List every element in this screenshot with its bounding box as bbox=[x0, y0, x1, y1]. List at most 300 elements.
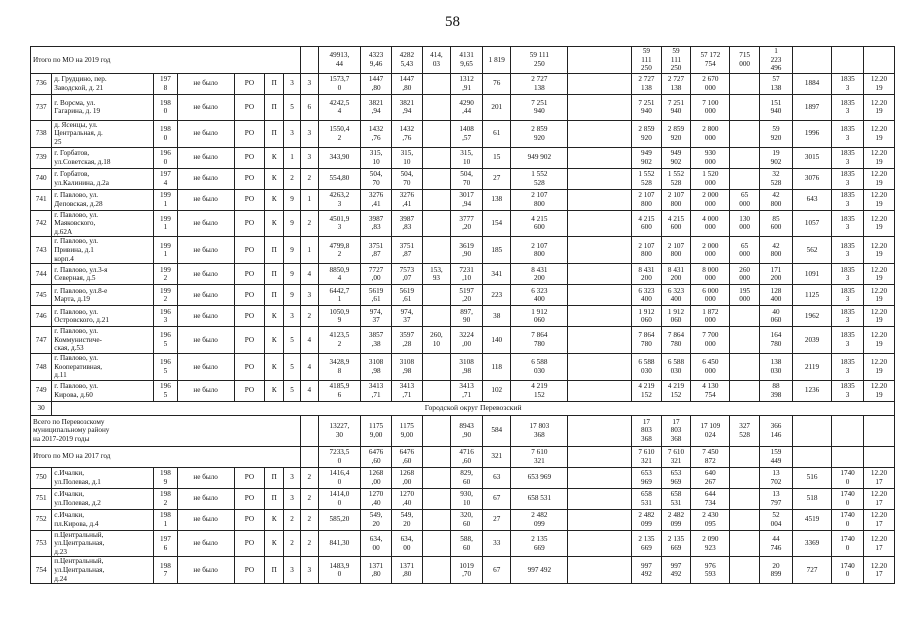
last-repair-cell: не было bbox=[177, 189, 234, 210]
management-cell: РО bbox=[234, 264, 265, 285]
value-cell: 930 000 bbox=[691, 147, 730, 168]
entrances-cell: 6 bbox=[300, 94, 318, 120]
year-cell: 198 1 bbox=[154, 509, 178, 530]
value-cell: 1835 3 bbox=[832, 73, 864, 94]
row-number: 739 bbox=[31, 147, 52, 168]
address-cell: с.Ичалки, пл.Кирова, д.4 bbox=[52, 509, 154, 530]
last-repair-cell: не было bbox=[177, 380, 234, 401]
value-cell bbox=[568, 530, 632, 557]
entrances-cell: 4 bbox=[300, 327, 318, 354]
value-cell: 7 610 321 bbox=[511, 446, 568, 467]
value-cell: 260, 10 bbox=[422, 327, 450, 354]
value-cell: 57 172 754 bbox=[691, 47, 730, 74]
value-cell: 1884 bbox=[793, 73, 832, 94]
last-repair-cell: не было bbox=[177, 285, 234, 306]
value-cell: 562 bbox=[793, 237, 832, 264]
management-cell: РО bbox=[234, 189, 265, 210]
value-cell bbox=[568, 168, 632, 189]
value-cell: 1371 ,80 bbox=[391, 557, 422, 584]
wall-material-cell: К bbox=[265, 509, 284, 530]
value-cell: 1371 ,80 bbox=[361, 557, 392, 584]
value-cell: 2 107 800 bbox=[661, 237, 691, 264]
value-cell: 2 107 800 bbox=[511, 189, 568, 210]
value-cell: 3777 ,20 bbox=[451, 210, 483, 237]
wall-material-cell: К bbox=[265, 189, 284, 210]
management-cell: РО bbox=[234, 353, 265, 380]
value-cell: 12.20 17 bbox=[864, 509, 895, 530]
table-row bbox=[31, 530, 895, 557]
floors-cell: 9 bbox=[284, 189, 301, 210]
value-cell: 7 251 940 bbox=[632, 94, 662, 120]
value-cell bbox=[568, 446, 632, 467]
value-cell: 1175 9,00 bbox=[391, 415, 422, 446]
total-label: Всего по Перевозскому муниципальному району на 2017-2019 годы bbox=[31, 415, 301, 446]
value-cell: 76 bbox=[483, 73, 511, 94]
value-cell: 1483,9 0 bbox=[318, 557, 361, 584]
last-repair-cell: не было bbox=[177, 168, 234, 189]
value-cell bbox=[730, 488, 760, 509]
value-cell: 12.20 19 bbox=[864, 237, 895, 264]
value-cell: 584 bbox=[483, 415, 511, 446]
value-cell: 12.20 19 bbox=[864, 285, 895, 306]
value-cell: 504, 70 bbox=[451, 168, 483, 189]
value-cell bbox=[568, 189, 632, 210]
value-cell bbox=[300, 47, 318, 74]
value-cell: 260 000 bbox=[730, 264, 760, 285]
value-cell: 321 bbox=[483, 446, 511, 467]
entrances-cell: 2 bbox=[300, 210, 318, 237]
value-cell: 516 bbox=[793, 467, 832, 488]
section-number: 30 bbox=[31, 401, 52, 415]
table-row bbox=[31, 94, 895, 120]
table-row bbox=[31, 147, 895, 168]
floors-cell: 2 bbox=[284, 168, 301, 189]
value-cell bbox=[422, 467, 450, 488]
value-cell: 949 902 bbox=[661, 147, 691, 168]
table-row bbox=[31, 73, 895, 94]
address-cell: с.Ичалки, ул.Полевая, д.1 bbox=[52, 467, 154, 488]
value-cell: 12.20 19 bbox=[864, 189, 895, 210]
total-label: Итого по МО на 2017 год bbox=[31, 446, 301, 467]
last-repair-cell: не было bbox=[177, 530, 234, 557]
value-cell: 549, 20 bbox=[391, 509, 422, 530]
year-cell: 196 3 bbox=[154, 306, 178, 327]
value-cell bbox=[568, 120, 632, 147]
value-cell: 59 111 250 bbox=[632, 47, 662, 74]
value-cell: 1835 3 bbox=[832, 147, 864, 168]
value-cell: 1 912 060 bbox=[632, 306, 662, 327]
value-cell: 588, 60 bbox=[451, 530, 483, 557]
last-repair-cell: не было bbox=[177, 264, 234, 285]
value-cell: 841,30 bbox=[318, 530, 361, 557]
value-cell: 6 588 030 bbox=[511, 353, 568, 380]
value-cell: 12.20 19 bbox=[864, 353, 895, 380]
value-cell bbox=[422, 446, 450, 467]
value-cell: 19 902 bbox=[759, 147, 792, 168]
last-repair-cell: не было bbox=[177, 120, 234, 147]
value-cell: 644 734 bbox=[691, 488, 730, 509]
value-cell: 658 531 bbox=[632, 488, 662, 509]
value-cell: 130 000 bbox=[730, 210, 760, 237]
floors-cell: 1 bbox=[284, 147, 301, 168]
value-cell: 1 520 000 bbox=[691, 168, 730, 189]
value-cell: 658 531 bbox=[661, 488, 691, 509]
value-cell: 2 482 099 bbox=[661, 509, 691, 530]
value-cell bbox=[568, 73, 632, 94]
entrances-cell: 3 bbox=[300, 73, 318, 94]
table-row bbox=[31, 488, 895, 509]
value-cell: 1 552 528 bbox=[632, 168, 662, 189]
value-cell: 6 588 030 bbox=[661, 353, 691, 380]
row-number: 747 bbox=[31, 327, 52, 354]
value-cell: 4 130 754 bbox=[691, 380, 730, 401]
value-cell bbox=[864, 47, 895, 74]
row-number: 738 bbox=[31, 120, 52, 147]
wall-material-cell: К bbox=[265, 353, 284, 380]
wall-material-cell: К bbox=[265, 147, 284, 168]
value-cell: 4290 ,44 bbox=[451, 94, 483, 120]
row-number: 745 bbox=[31, 285, 52, 306]
value-cell: 997 492 bbox=[661, 557, 691, 584]
entrances-cell: 3 bbox=[300, 285, 318, 306]
value-cell: 1236 bbox=[793, 380, 832, 401]
value-cell: 171 200 bbox=[759, 264, 792, 285]
value-cell: 7 610 321 bbox=[632, 446, 662, 467]
value-cell: 1 552 528 bbox=[661, 168, 691, 189]
value-cell: 12.20 19 bbox=[864, 380, 895, 401]
value-cell: 3015 bbox=[793, 147, 832, 168]
value-cell bbox=[793, 47, 832, 74]
value-cell: 4 000 000 bbox=[691, 210, 730, 237]
entrances-cell: 2 bbox=[300, 488, 318, 509]
value-cell: 2 727 138 bbox=[511, 73, 568, 94]
value-cell: 1740 0 bbox=[832, 557, 864, 584]
value-cell: 8 431 200 bbox=[661, 264, 691, 285]
value-cell: 118 bbox=[483, 353, 511, 380]
value-cell bbox=[422, 306, 450, 327]
year-cell: 198 0 bbox=[154, 120, 178, 147]
row-number: 744 bbox=[31, 264, 52, 285]
value-cell: 7573 ,07 bbox=[391, 264, 422, 285]
value-cell bbox=[422, 120, 450, 147]
value-cell: 1057 bbox=[793, 210, 832, 237]
wall-material-cell: П bbox=[265, 467, 284, 488]
value-cell: 59 111 250 bbox=[661, 47, 691, 74]
value-cell: 4123,5 2 bbox=[318, 327, 361, 354]
value-cell: 1447 ,80 bbox=[361, 73, 392, 94]
value-cell bbox=[832, 415, 864, 446]
value-cell: 164 780 bbox=[759, 327, 792, 354]
floors-cell: 3 bbox=[284, 488, 301, 509]
value-cell: 3619 ,90 bbox=[451, 237, 483, 264]
table-row bbox=[31, 380, 895, 401]
value-cell bbox=[730, 94, 760, 120]
value-cell bbox=[568, 147, 632, 168]
value-cell: 1 819 bbox=[483, 47, 511, 74]
entrances-cell: 3 bbox=[300, 147, 318, 168]
value-cell bbox=[300, 415, 318, 446]
value-cell: 2 107 800 bbox=[661, 189, 691, 210]
floors-cell: 9 bbox=[284, 264, 301, 285]
value-cell: 2 090 923 bbox=[691, 530, 730, 557]
value-cell: 27 bbox=[483, 168, 511, 189]
value-cell: 128 400 bbox=[759, 285, 792, 306]
year-cell: 199 1 bbox=[154, 237, 178, 264]
value-cell: 1740 0 bbox=[832, 509, 864, 530]
value-cell: 1835 3 bbox=[832, 264, 864, 285]
value-cell: 12.20 19 bbox=[864, 327, 895, 354]
address-cell: г. Ворсма, ул. Гагарина, д. 19 bbox=[52, 94, 154, 120]
value-cell: 7 864 780 bbox=[511, 327, 568, 354]
value-cell bbox=[568, 47, 632, 74]
value-cell: 7 864 780 bbox=[632, 327, 662, 354]
last-repair-cell: не было bbox=[177, 327, 234, 354]
last-repair-cell: не было bbox=[177, 237, 234, 264]
address-cell: г. Горбатов, ул.Калинина, д.2а bbox=[52, 168, 154, 189]
value-cell bbox=[568, 306, 632, 327]
management-cell: РО bbox=[234, 94, 265, 120]
value-cell: 4 215 600 bbox=[661, 210, 691, 237]
value-cell bbox=[730, 120, 760, 147]
row-number: 737 bbox=[31, 94, 52, 120]
value-cell: 12.20 17 bbox=[864, 530, 895, 557]
value-cell: 20 899 bbox=[759, 557, 792, 584]
value-cell: 67 bbox=[483, 557, 511, 584]
value-cell bbox=[300, 446, 318, 467]
value-cell bbox=[864, 415, 895, 446]
entrances-cell: 2 bbox=[300, 509, 318, 530]
value-cell: 195 000 bbox=[730, 285, 760, 306]
value-cell bbox=[568, 210, 632, 237]
value-cell: 414, 03 bbox=[422, 47, 450, 74]
value-cell: 6476 ,60 bbox=[391, 446, 422, 467]
value-cell: 2 859 920 bbox=[661, 120, 691, 147]
value-cell bbox=[793, 415, 832, 446]
value-cell bbox=[568, 467, 632, 488]
table-row bbox=[31, 120, 895, 147]
value-cell bbox=[422, 189, 450, 210]
value-cell: 2 000 000 bbox=[691, 189, 730, 210]
floors-cell: 5 bbox=[284, 327, 301, 354]
table-row bbox=[31, 509, 895, 530]
management-cell: РО bbox=[234, 237, 265, 264]
entrances-cell: 4 bbox=[300, 353, 318, 380]
value-cell: 3751 ,87 bbox=[361, 237, 392, 264]
floors-cell: 3 bbox=[284, 73, 301, 94]
table-row bbox=[31, 327, 895, 354]
value-cell: 3108 ,98 bbox=[451, 353, 483, 380]
value-cell: 2 727 138 bbox=[661, 73, 691, 94]
value-cell bbox=[568, 285, 632, 306]
value-cell: 1835 3 bbox=[832, 94, 864, 120]
value-cell: 3369 bbox=[793, 530, 832, 557]
value-cell: 549, 20 bbox=[361, 509, 392, 530]
value-cell: 42 800 bbox=[759, 237, 792, 264]
value-cell bbox=[422, 285, 450, 306]
value-cell bbox=[568, 327, 632, 354]
value-cell: 2 727 138 bbox=[632, 73, 662, 94]
last-repair-cell: не было bbox=[177, 467, 234, 488]
value-cell bbox=[730, 509, 760, 530]
value-cell: 140 bbox=[483, 327, 511, 354]
wall-material-cell: К bbox=[265, 210, 284, 237]
row-number: 740 bbox=[31, 168, 52, 189]
floors-cell: 5 bbox=[284, 353, 301, 380]
table-row bbox=[31, 237, 895, 264]
value-cell: 658 531 bbox=[511, 488, 568, 509]
table-body bbox=[31, 47, 895, 584]
value-cell: 715 000 bbox=[730, 47, 760, 74]
value-cell: 6 323 400 bbox=[632, 285, 662, 306]
value-cell bbox=[568, 264, 632, 285]
value-cell: 518 bbox=[793, 488, 832, 509]
value-cell bbox=[422, 530, 450, 557]
value-cell: 85 600 bbox=[759, 210, 792, 237]
section-row bbox=[31, 401, 895, 415]
total-row bbox=[31, 47, 895, 74]
value-cell bbox=[568, 237, 632, 264]
value-cell: 8943 ,90 bbox=[451, 415, 483, 446]
row-number: 748 bbox=[31, 353, 52, 380]
value-cell: 585,20 bbox=[318, 509, 361, 530]
value-cell: 6 323 400 bbox=[661, 285, 691, 306]
year-cell: 198 9 bbox=[154, 467, 178, 488]
management-cell: РО bbox=[234, 120, 265, 147]
value-cell: 27 bbox=[483, 509, 511, 530]
value-cell: 17 803 368 bbox=[511, 415, 568, 446]
value-cell: 3821 ,94 bbox=[361, 94, 392, 120]
value-cell: 4 215 600 bbox=[511, 210, 568, 237]
value-cell: 59 111 250 bbox=[511, 47, 568, 74]
value-cell: 2 107 800 bbox=[632, 237, 662, 264]
value-cell: 5619 ,61 bbox=[391, 285, 422, 306]
value-cell bbox=[730, 530, 760, 557]
value-cell: 1125 bbox=[793, 285, 832, 306]
value-cell: 138 bbox=[483, 189, 511, 210]
address-cell: г. Павлово, ул. Кирова, д.60 bbox=[52, 380, 154, 401]
last-repair-cell: не было bbox=[177, 147, 234, 168]
value-cell: 343,90 bbox=[318, 147, 361, 168]
value-cell: 1835 3 bbox=[832, 353, 864, 380]
value-cell: 159 449 bbox=[759, 446, 792, 467]
floors-cell: 2 bbox=[284, 530, 301, 557]
value-cell bbox=[730, 557, 760, 584]
table-row bbox=[31, 264, 895, 285]
year-cell: 198 2 bbox=[154, 488, 178, 509]
address-cell: г. Горбатов, ул.Советская, д.18 bbox=[52, 147, 154, 168]
value-cell bbox=[568, 415, 632, 446]
value-cell: 6 450 000 bbox=[691, 353, 730, 380]
wall-material-cell: К bbox=[265, 380, 284, 401]
value-cell: 1 552 528 bbox=[511, 168, 568, 189]
address-cell: г. Павлово, ул. Маяковского, д.62А bbox=[52, 210, 154, 237]
value-cell: 504, 70 bbox=[361, 168, 392, 189]
value-cell: 949 902 bbox=[511, 147, 568, 168]
value-cell: 1550,4 2 bbox=[318, 120, 361, 147]
floors-cell: 3 bbox=[284, 557, 301, 584]
value-cell: 554,80 bbox=[318, 168, 361, 189]
management-cell: РО bbox=[234, 530, 265, 557]
value-cell: 1268 ,00 bbox=[361, 467, 392, 488]
value-cell: 12.20 17 bbox=[864, 488, 895, 509]
value-cell: 504, 70 bbox=[391, 168, 422, 189]
value-cell: 4282 5,43 bbox=[391, 47, 422, 74]
year-cell: 196 5 bbox=[154, 327, 178, 354]
value-cell: 1573,7 0 bbox=[318, 73, 361, 94]
row-number: 751 bbox=[31, 488, 52, 509]
year-cell: 198 7 bbox=[154, 557, 178, 584]
wall-material-cell: П bbox=[265, 264, 284, 285]
row-number: 741 bbox=[31, 189, 52, 210]
value-cell bbox=[568, 488, 632, 509]
value-cell bbox=[422, 509, 450, 530]
value-cell: 138 030 bbox=[759, 353, 792, 380]
last-repair-cell: не было bbox=[177, 94, 234, 120]
value-cell: 315, 10 bbox=[451, 147, 483, 168]
year-cell: 198 0 bbox=[154, 94, 178, 120]
value-cell: 1 223 496 bbox=[759, 47, 792, 74]
value-cell: 1270 ,40 bbox=[361, 488, 392, 509]
entrances-cell: 3 bbox=[300, 120, 318, 147]
value-cell: 4716 ,60 bbox=[451, 446, 483, 467]
total-row bbox=[31, 415, 895, 446]
value-cell: 3276 ,41 bbox=[391, 189, 422, 210]
value-cell bbox=[730, 467, 760, 488]
value-cell: 12.20 19 bbox=[864, 168, 895, 189]
value-cell: 2 430 095 bbox=[691, 509, 730, 530]
floors-cell: 2 bbox=[284, 509, 301, 530]
value-cell: 2 859 920 bbox=[511, 120, 568, 147]
value-cell: 7 610 321 bbox=[661, 446, 691, 467]
value-cell: 1416,4 0 bbox=[318, 467, 361, 488]
value-cell: 4 219 152 bbox=[661, 380, 691, 401]
value-cell: 201 bbox=[483, 94, 511, 120]
row-number: 746 bbox=[31, 306, 52, 327]
value-cell: 315, 10 bbox=[391, 147, 422, 168]
floors-cell: 9 bbox=[284, 237, 301, 264]
wall-material-cell: К bbox=[265, 530, 284, 557]
value-cell: 327 528 bbox=[730, 415, 760, 446]
value-cell: 7 100 000 bbox=[691, 94, 730, 120]
value-cell bbox=[730, 380, 760, 401]
table-row bbox=[31, 285, 895, 306]
value-cell: 366 146 bbox=[759, 415, 792, 446]
value-cell: 4263,2 3 bbox=[318, 189, 361, 210]
year-cell: 196 5 bbox=[154, 353, 178, 380]
wall-material-cell: П bbox=[265, 285, 284, 306]
value-cell: 3108 ,98 bbox=[391, 353, 422, 380]
housing-repair-table bbox=[30, 46, 895, 584]
value-cell: 3413 ,71 bbox=[451, 380, 483, 401]
address-cell: д. Ясенцы, ул. Центральная, д. 25 bbox=[52, 120, 154, 147]
table-row bbox=[31, 168, 895, 189]
entrances-cell: 2 bbox=[300, 168, 318, 189]
year-cell: 196 5 bbox=[154, 380, 178, 401]
value-cell: 653 969 bbox=[632, 467, 662, 488]
value-cell: 3413 ,71 bbox=[361, 380, 392, 401]
value-cell: 3108 ,98 bbox=[361, 353, 392, 380]
value-cell: 1835 3 bbox=[832, 380, 864, 401]
wall-material-cell: К bbox=[265, 327, 284, 354]
value-cell bbox=[730, 353, 760, 380]
management-cell: РО bbox=[234, 509, 265, 530]
value-cell: 38 bbox=[483, 306, 511, 327]
value-cell: 3987 ,83 bbox=[361, 210, 392, 237]
value-cell: 1835 3 bbox=[832, 285, 864, 306]
value-cell: 3751 ,87 bbox=[391, 237, 422, 264]
value-cell: 974, 37 bbox=[361, 306, 392, 327]
value-cell: 8850,9 4 bbox=[318, 264, 361, 285]
